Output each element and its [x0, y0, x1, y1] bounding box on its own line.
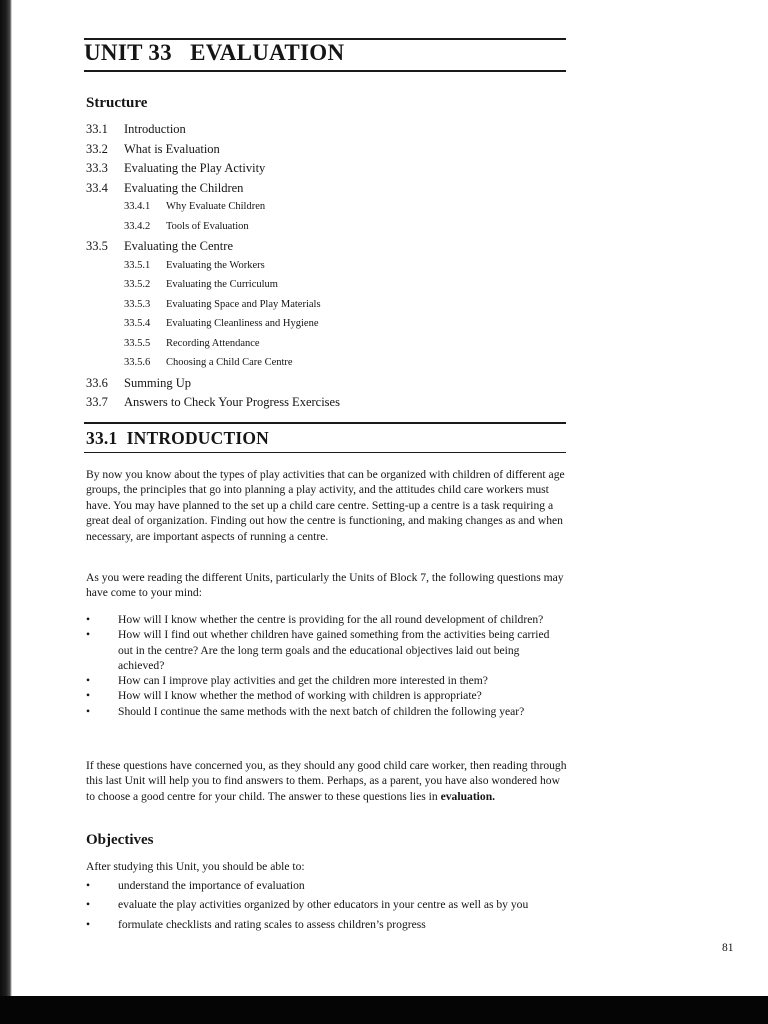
toc-item-number: 33.1	[86, 122, 108, 136]
list-item	[86, 917, 556, 932]
section-top-rule	[84, 422, 566, 424]
bullet-icon: •	[86, 689, 91, 703]
toc-item-label: Evaluating Cleanliness and Hygiene	[166, 318, 319, 329]
toc-item-label: Why Evaluate Children	[166, 201, 266, 212]
list-item	[86, 878, 556, 893]
toc-item-number: 33.2	[86, 141, 108, 156]
bullet-icon: •	[86, 917, 91, 931]
toc-item-label: Introduction	[124, 122, 186, 136]
toc-item-label: What is Evaluation	[124, 141, 220, 156]
question-text: How will I know whether the centre is providing for the all round development of children?	[118, 613, 544, 626]
toc-item-number: 33.4.1	[124, 201, 151, 212]
page-number: 81	[722, 942, 734, 954]
intro-paragraph-2: As you were reading the different Units, particularly the Units of Block 7, the following questions may have come to your mind:	[86, 571, 564, 600]
bullet-icon: •	[86, 704, 91, 718]
toc-item-label: Evaluating the Curriculum	[166, 279, 278, 290]
toc-item-number: 33.5.2	[124, 279, 151, 290]
objectives-intro: After studying this Unit, you should be able to:	[86, 860, 305, 873]
toc-item-label: Tools of Evaluation	[166, 220, 249, 232]
toc-item-label: Evaluating Space and Play Materials	[166, 298, 321, 310]
objective-text: formulate checklists and rating scales to assess children’s progress	[118, 917, 426, 931]
toc-item-number: 33.7	[86, 395, 108, 409]
section-heading	[86, 428, 269, 449]
toc-item-number: 33.5.5	[124, 337, 151, 349]
question-text: Should I continue the same methods with the next batch of children the following year?	[118, 704, 525, 718]
objectives-list	[86, 878, 556, 936]
structure-heading: Structure	[86, 95, 148, 111]
question-text: How can I improve play activities and get the children more interested in them?	[118, 674, 488, 688]
questions-list	[86, 612, 556, 719]
list-item	[86, 627, 556, 673]
question-text: How will I know whether the method of working with children is appropriate?	[118, 689, 482, 703]
toc-item-number: 33.3	[86, 161, 108, 175]
list-item	[86, 673, 556, 688]
toc-item-number: 33.5.6	[124, 357, 151, 368]
toc-item-number: 33.5.1	[124, 259, 151, 271]
bullet-icon: •	[86, 898, 91, 912]
toc-item-number: 33.5.3	[124, 298, 151, 310]
list-item	[86, 688, 556, 703]
title-bottom-rule	[84, 70, 566, 72]
toc-item-number: 33.6	[86, 375, 108, 390]
section-bottom-rule	[84, 452, 566, 453]
bullet-icon: •	[86, 879, 91, 892]
bullet-icon: •	[86, 674, 91, 688]
objective-text: evaluate the play activities organized by other educators in your centre as well as by you	[118, 898, 529, 912]
unit-name: EVALUATION	[190, 40, 345, 65]
toc-item-label: Evaluating the Children	[124, 180, 244, 195]
closing-paragraph	[86, 758, 568, 804]
list-item	[86, 897, 556, 912]
toc-item-number: 33.4	[86, 180, 108, 195]
unit-number: UNIT 33	[84, 40, 172, 65]
objectives-heading: Objectives	[86, 832, 154, 848]
toc-item-number: 33.5.4	[124, 318, 151, 329]
list-item	[86, 612, 556, 627]
scan-bottom-edge	[0, 996, 768, 1024]
toc-item-label: Evaluating the Workers	[166, 259, 265, 271]
toc-item-number: 33.5	[86, 239, 108, 253]
scan-binding-edge	[0, 0, 12, 998]
bullet-icon: •	[86, 613, 91, 626]
objective-text: understand the importance of evaluation	[118, 879, 305, 892]
toc-item-label: Choosing a Child Care Centre	[166, 357, 293, 368]
list-item	[86, 704, 556, 719]
toc-item-label: Summing Up	[124, 375, 192, 390]
bullet-icon: •	[86, 628, 91, 642]
section-title: INTRODUCTION	[126, 428, 270, 448]
section-number: 33.1	[86, 428, 118, 448]
closing-paragraph-text: If these questions have concerned you, as they should any good child care worker, then reading through this last Unit will help you to find answers to them. Perhaps, as a parent, you have also wondered how to choose a good centre for your child. The answer to these questions lies in	[86, 759, 567, 803]
toc-item-label: Evaluating the Centre	[124, 239, 233, 253]
toc-item-label: Recording Attendance	[166, 337, 260, 349]
intro-paragraph-1: By now you know about the types of play activities that can be organized with children of different age groups, the principles that go into planning a play activity, and the attitudes child care workers must have. You may have planned to the set up a child care centre. Setting-up a centre is a task requiring a great deal of organization. Finding out how the centre is functioning, and making changes as and when necessary, are important aspects of running a centre.	[86, 468, 565, 543]
toc-item-number: 33.4.2	[124, 220, 151, 232]
toc-item-label: Answers to Check Your Progress Exercises	[124, 395, 340, 409]
toc-item-label: Evaluating the Play Activity	[124, 161, 266, 175]
evaluation-term: evaluation.	[440, 789, 496, 803]
unit-title	[84, 40, 344, 66]
question-text: How will I find out whether children have gained something from the activities being carried out in the centre? Are the long term goals and the educational objectives laid out being achieved?	[118, 628, 550, 672]
